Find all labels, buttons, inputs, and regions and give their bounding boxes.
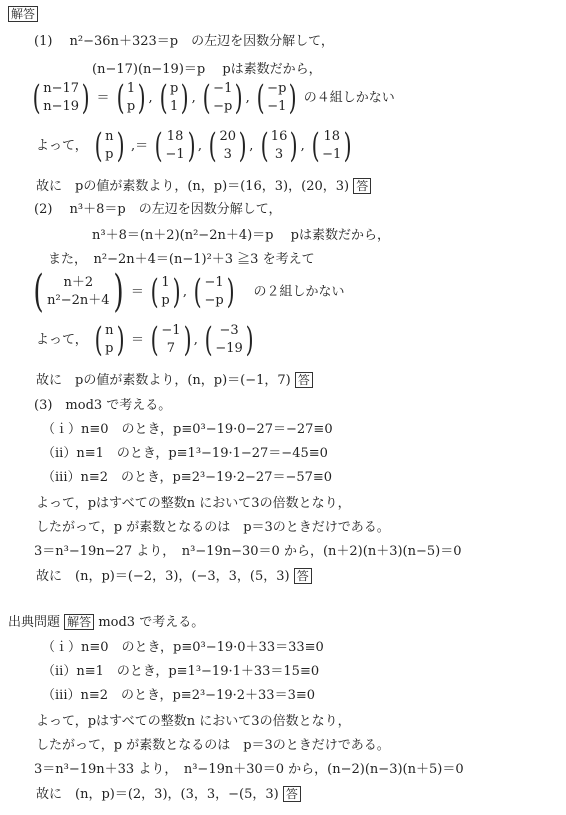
matrix-row-1: ( n−17 n−19 ) ＝ ( 1 p ) , ( p 1 ) , ( −1 −p ) , ( −p −1 ) の４組しかない [32, 78, 395, 118]
end-mark: 答 [295, 372, 313, 388]
matrix-row-2: よって， ( n p ) ,＝ ( 18 −1 ) , ( 20 3 ) , ( 16 3 ) , ( 18 −1 ) [36, 126, 352, 166]
line-7: n³＋8＝(n＋2)(n²−2n＋4)＝p pは素数だから， [92, 228, 390, 243]
line-8: また， n²−2n＋4＝(n−1)²＋3 ≧3 を考えて [48, 252, 315, 267]
source-line-4: （iii）n≡2 のとき，p≡2³−19·2＋33＝3≡0 [42, 688, 316, 703]
line-13: （ｉ）n≡0 のとき，p≡0³−19·0−27＝−27≡0 [42, 422, 333, 437]
line-1: (1) n²−36n＋323＝p の左辺を因数分解して， [34, 34, 334, 49]
line-15: （iii）n≡2 のとき，p≡2³−19·2−27＝−57≡0 [42, 470, 333, 485]
source-line-3: （ii）n≡1 のとき，p≡1³−19·1＋33＝15≡0 [42, 664, 320, 679]
source-label: 出典問題 [8, 615, 61, 630]
source-line-5: よって，pはすべての整数n において3の倍数となり， [36, 714, 351, 729]
source-line-6: したがって，p が素数となるのは p＝3のときだけである。 [36, 738, 390, 753]
line-11: 故に pの値が素数より，(n，p)＝(−1，7) 答 [36, 372, 313, 389]
line-16: よって，pはすべての整数n において3の倍数となり， [36, 496, 351, 511]
line-19: 故に (n，p)＝(−2，3)，(−3，3，(5，3) 答 [36, 568, 312, 585]
end-mark: 答 [353, 178, 371, 194]
source-line: 出典問題 解答 mod3 で考える。 [8, 615, 205, 630]
matrix-row-3: ( n＋2 n²−2n＋4 ) ＝ ( 1 p ) , ( −1 −p ) の２組しかない [33, 266, 345, 317]
matrix-row-4: よって， ( n p ) ＝ ( −1 7 ) , ( −3 −19 ) [36, 320, 254, 360]
line-5: 故に pの値が素数より，(n，p)＝(16，3)，(20，3) 答 [36, 178, 371, 195]
line-17: したがって，p が素数となるのは p＝3のときだけである。 [36, 520, 390, 535]
end-mark: 答 [294, 568, 312, 584]
line-6: (2) n³＋8＝p の左辺を因数分解して， [34, 202, 282, 217]
line-12: (3) mod3 で考える。 [34, 398, 172, 413]
answer-label: 解答 [8, 6, 38, 23]
source-line-2: （ｉ）n≡0 のとき，p≡0³−19·0＋33＝33≡0 [42, 640, 324, 655]
source-line-8: 故に (n，p)＝(2，3)，(3，3，−(5，3) 答 [36, 786, 301, 803]
line-18: 3＝n³−19n−27 より， n³−19n−30＝0 から，(n＋2)(n＋3)(n−5)＝0 [34, 544, 462, 559]
line-14: （ii）n≡1 のとき，p≡1³−19·1−27＝−45≡0 [42, 446, 328, 461]
answer-label-2: 解答 [64, 614, 94, 630]
source-line-7: 3＝n³−19n＋33 より， n³−19n＋30＝0 から，(n−2)(n−3)(n＋5)＝0 [34, 762, 464, 777]
end-mark: 答 [283, 786, 301, 802]
line-2: (n−17)(n−19)＝p pは素数だから， [92, 62, 322, 77]
